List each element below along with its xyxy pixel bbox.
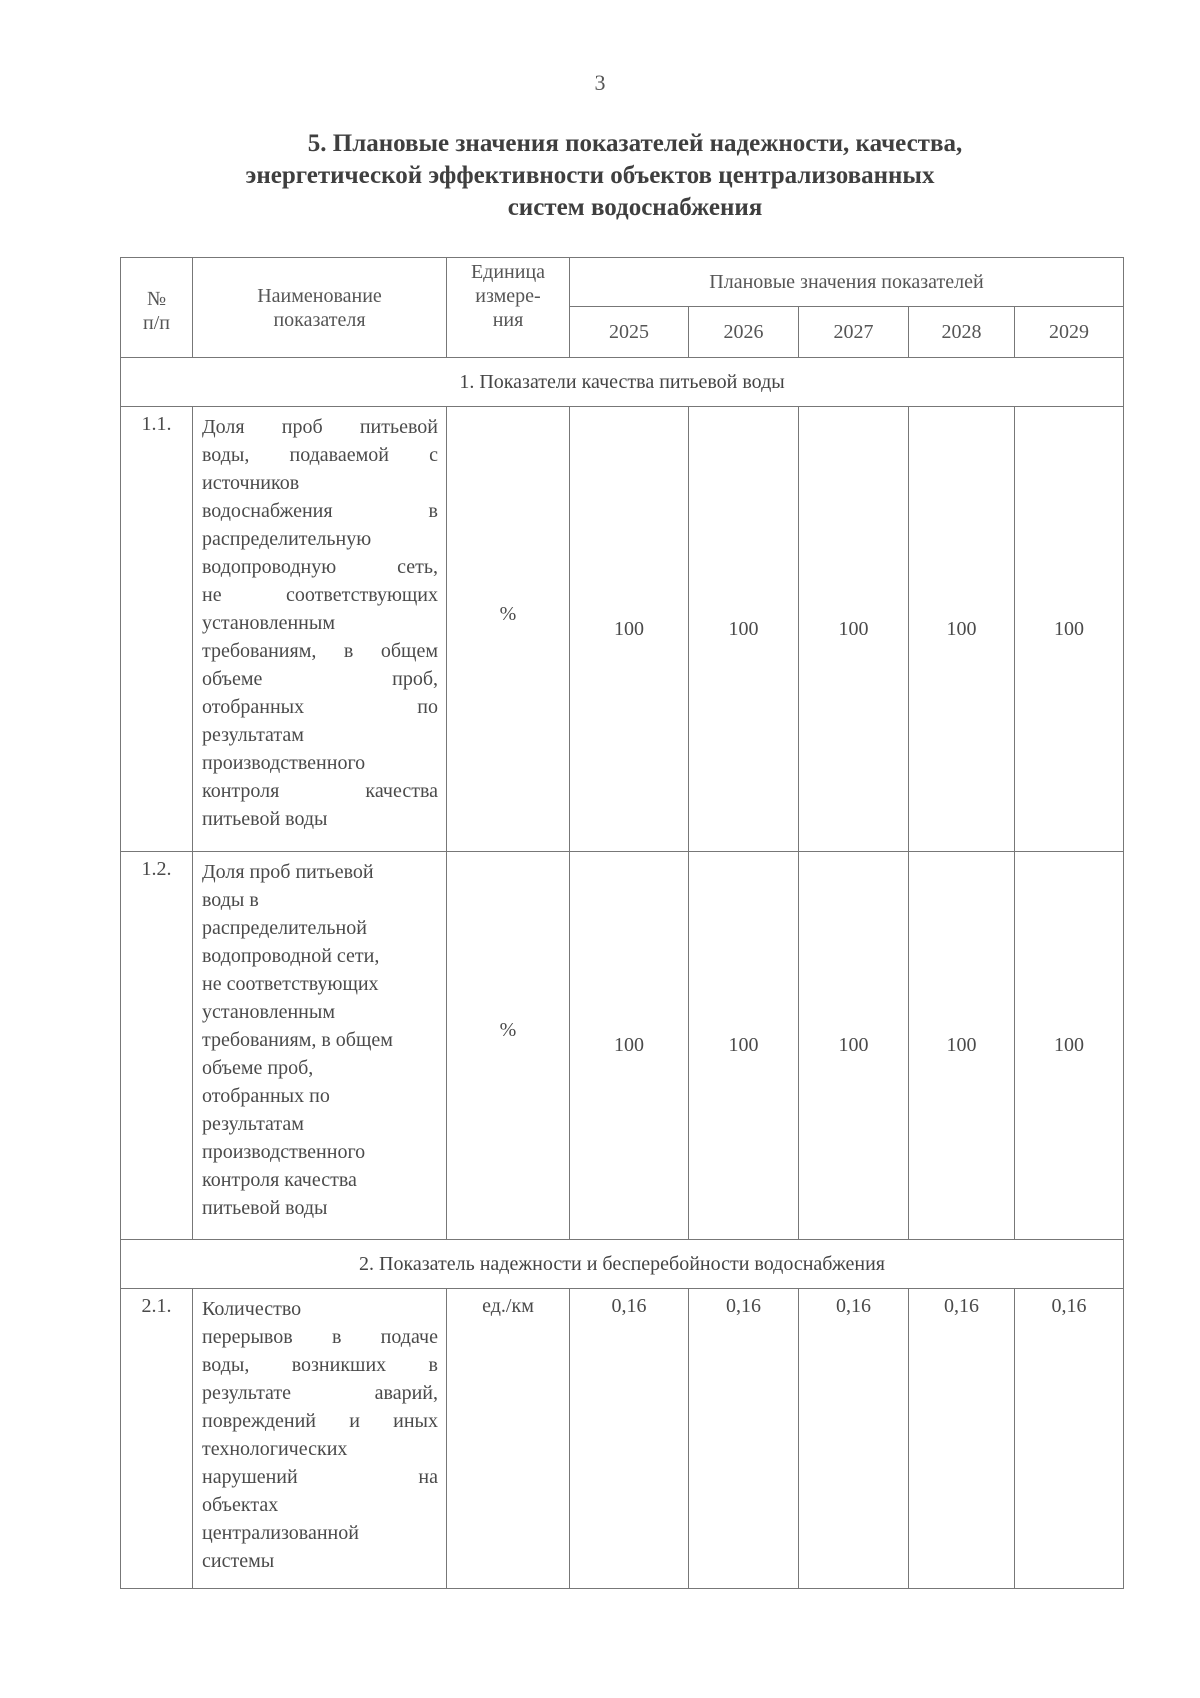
header-year-2028: 2028 xyxy=(909,307,1015,358)
table-row-2-1 xyxy=(121,1289,1124,1589)
value-2027: 100 xyxy=(799,407,909,852)
section-title-1: 1. Показатели качества питьевой воды xyxy=(121,358,1124,407)
indicator-name-line: водопроводную сеть, xyxy=(202,556,438,578)
indicator-name-line: воды, подаваемой с xyxy=(202,444,438,466)
value-2026: 100 xyxy=(689,852,799,1240)
value-2025: 100 xyxy=(570,852,689,1240)
indicator-name-line: контроля качества xyxy=(202,1169,357,1191)
indicator-name-line: результатам xyxy=(202,1113,304,1135)
header-year-2029: 2029 xyxy=(1015,307,1124,358)
indicator-name-line: отобранных по xyxy=(202,1085,330,1107)
indicator-name-line: производственного xyxy=(202,752,366,774)
heading-line-1: 5. Плановые значения показателей надежности, качества, xyxy=(307,130,963,157)
header-unit-line-1: Единица xyxy=(470,261,546,283)
table-header-row-1 xyxy=(121,258,1124,307)
indicator-name-line: воды, возникших в xyxy=(202,1354,438,1376)
row-number: 2.1. xyxy=(121,1289,193,1589)
indicator-name-line: питьевой воды xyxy=(202,808,328,830)
unit-cell: % xyxy=(447,407,570,852)
header-year-2026: 2026 xyxy=(689,307,799,358)
value-2025: 100 xyxy=(570,407,689,852)
row-number: 1.1. xyxy=(121,407,193,852)
page-number: 3 xyxy=(594,70,606,95)
header-year-2025: 2025 xyxy=(570,307,689,358)
indicator-name-line: источников xyxy=(202,472,300,494)
indicator-name-line: распределительной xyxy=(202,917,367,939)
header-plan-values: Плановые значения показателей xyxy=(570,258,1124,307)
value-2026: 100 xyxy=(689,407,799,852)
indicator-name-line: питьевой воды xyxy=(202,1197,328,1219)
table-row-1-2 xyxy=(121,852,1124,1240)
indicator-name-line: централизованной xyxy=(202,1522,359,1544)
value-2028: 100 xyxy=(909,407,1015,852)
indicator-name-line: технологических xyxy=(202,1438,348,1460)
indicator-name-line: требованиям, в общем xyxy=(202,640,438,662)
value-2028: 0,16 xyxy=(909,1289,1015,1589)
unit-cell: ед./км xyxy=(447,1289,570,1589)
indicators-table xyxy=(120,257,1124,1589)
indicator-name-line: Количество xyxy=(202,1298,302,1320)
document-heading xyxy=(150,128,1050,224)
indicator-name-line: объеме проб, xyxy=(202,668,438,690)
heading-line-3: систем водоснабжения xyxy=(507,194,763,221)
value-2029: 100 xyxy=(1015,852,1124,1240)
indicator-name-line: результате аварий, xyxy=(202,1382,438,1404)
header-name-cell xyxy=(193,258,447,358)
indicator-name-line: установленным xyxy=(202,1001,335,1023)
value-2027: 100 xyxy=(799,852,909,1240)
indicator-name-line: перерывов в подаче xyxy=(202,1326,438,1348)
indicator-name-line: не соответствующих xyxy=(202,973,379,995)
header-year-2027: 2027 xyxy=(799,307,909,358)
header-unit-cell xyxy=(447,258,570,358)
indicator-name xyxy=(193,852,447,1240)
section-row-1 xyxy=(121,358,1124,407)
value-2026: 0,16 xyxy=(689,1289,799,1589)
header-name-line-2: показателя xyxy=(273,308,366,331)
header-number-abbr: п/п xyxy=(143,311,170,334)
header-number-cell xyxy=(121,258,193,358)
indicator-name-line: требованиям, в общем xyxy=(202,1029,393,1051)
indicator-name-line: контроля качества xyxy=(202,780,438,802)
indicator-name xyxy=(193,407,447,852)
indicator-name-line: результатам xyxy=(202,724,304,746)
indicator-name-line: объектах xyxy=(202,1494,279,1516)
value-2029: 100 xyxy=(1015,407,1124,852)
indicator-name-line: нарушений на xyxy=(202,1466,438,1488)
indicator-name-line: системы xyxy=(202,1550,275,1572)
header-unit-line-2: измере- xyxy=(475,285,541,307)
section-row-2 xyxy=(121,1240,1124,1289)
indicator-name-line: отобранных по xyxy=(202,696,438,718)
indicator-name-line: Доля проб питьевой xyxy=(202,861,374,883)
indicator-name-line: установленным xyxy=(202,612,335,634)
indicator-name-line: не соответствующих xyxy=(202,584,438,606)
indicator-name-line: Доля проб питьевой xyxy=(202,416,438,438)
row-number: 1.2. xyxy=(121,852,193,1240)
value-2028: 100 xyxy=(909,852,1015,1240)
unit-cell: % xyxy=(447,852,570,1240)
header-unit-line-3: ния xyxy=(492,309,524,331)
header-name-line-1: Наименование xyxy=(257,284,382,307)
value-2029: 0,16 xyxy=(1015,1289,1124,1589)
table-row-1-1 xyxy=(121,407,1124,852)
indicator-name-line: объеме проб, xyxy=(202,1057,314,1079)
header-number-symbol: № xyxy=(146,287,167,310)
value-2025: 0,16 xyxy=(570,1289,689,1589)
indicator-name-line: водопроводной сети, xyxy=(202,945,380,967)
indicator-name xyxy=(193,1289,447,1589)
indicator-name-line: воды в xyxy=(202,889,259,911)
indicator-name-line: водоснабжения в xyxy=(202,500,438,522)
section-title-2: 2. Показатель надежности и бесперебойности водоснабжения xyxy=(121,1240,1124,1289)
indicator-name-line: повреждений и иных xyxy=(202,1410,438,1432)
indicator-name-line: производственного xyxy=(202,1141,366,1163)
indicator-name-line: распределительную xyxy=(202,528,372,550)
heading-line-2: энергетической эффективности объектов централизованных xyxy=(245,162,935,189)
value-2027: 0,16 xyxy=(799,1289,909,1589)
